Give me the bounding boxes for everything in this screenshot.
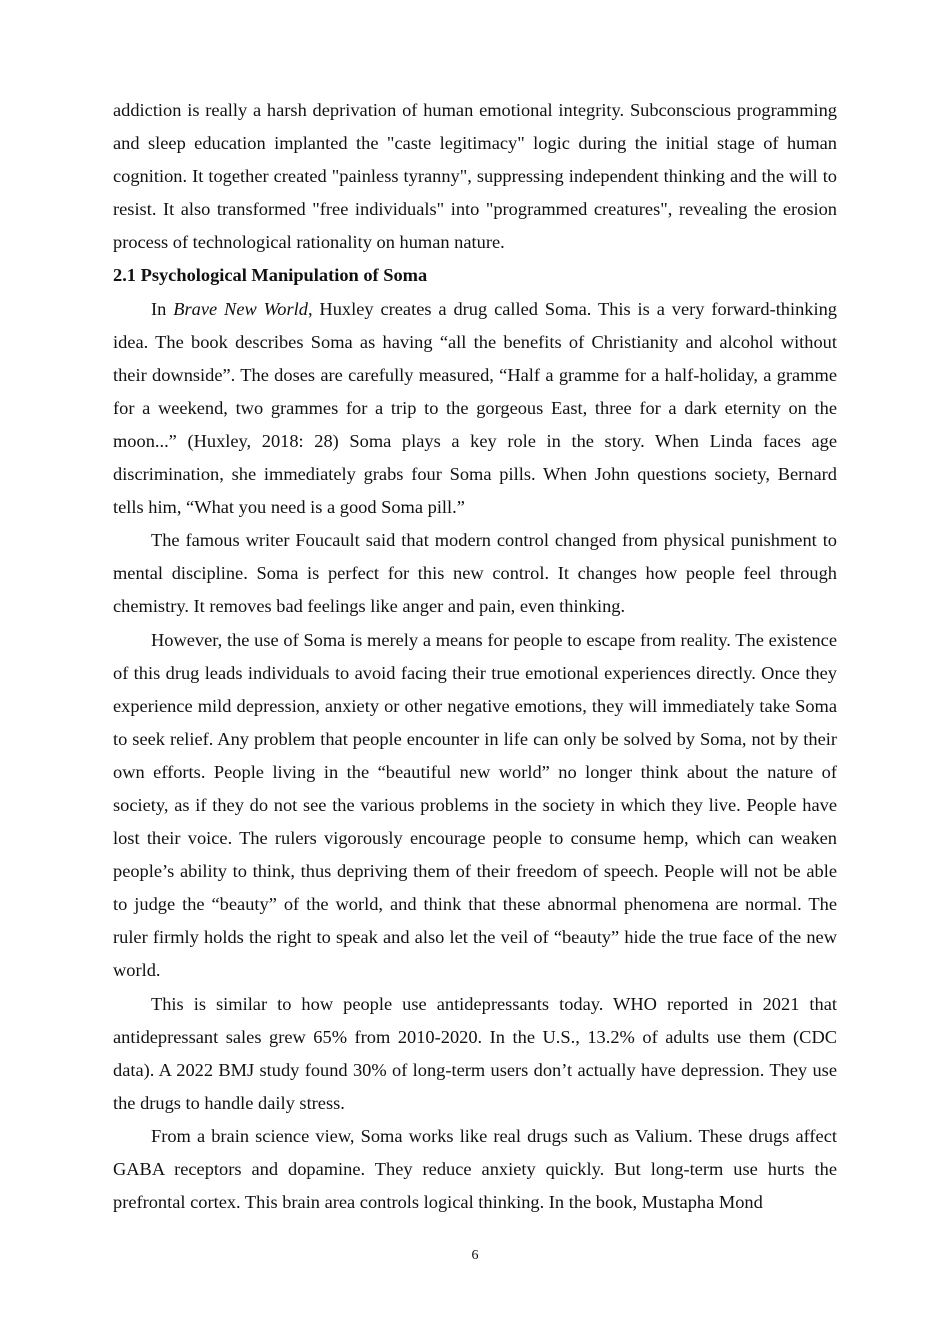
paragraph-foucault: The famous writer Foucault said that modern control changed from physical punishment to mental discipline. Soma is perfect for this new control. It changes how people feel through chemistry. It removes bad feelings like anger and pain, even thinking. <box>113 530 837 617</box>
book-title: Brave New World <box>173 298 308 319</box>
page-number: 6 <box>471 1248 479 1263</box>
paragraph-body-text: , Huxley creates a drug called Soma. This is a very forward-thinking idea. The book describes Soma as having “all the benefits of Christianity and alcohol without their downside”. The doses are carefully measured, “Half a gramme for a half-holiday, a gramme for a weekend, two grammes for a trip to the gorgeous East, three for a dark eternity on the moon...” (Huxley, 2018: 28) Soma plays a key role in the story. When Linda faces age discrimination, she immediately grabs four Soma pills. When John questions society, Bernard tells him, “What you need is a good Soma pill.” <box>113 298 837 518</box>
section-heading: 2.1 Psychological Manipulation of Soma <box>113 265 428 286</box>
paragraph-brain-science: From a brain science view, Soma works like real drugs such as Valium. These drugs affect GABA receptors and dopamine. They reduce anxiety quickly. But long-term use hurts the prefrontal cortex. This brain area controls logical thinking. In the book, Mustapha Mond <box>113 1125 837 1213</box>
paragraph-escape-reality: However, the use of Soma is merely a means for people to escape from reality. The existence of this drug leads individuals to avoid facing their true emotional experiences directly. Once they experience mild depression, anxiety or other negative emotions, they will immediately take Soma to seek relief. Any problem that people encounter in life can only be solved by Soma, not by their own efforts. People living in the “beautiful new world” no longer think about the nature of society, as if they do not see the various problems in the society in which they live. People have lost their voice. The rulers vigorously encourage people to consume hemp, which can weaken people’s ability to think, thus depriving them of their freedom of speech. People will not be able to judge the “beauty” of the world, and think that these abnormal phenomena are normal. The ruler firmly holds the right to speak and also let the veil of “beauty” hide the true face of the new world. <box>113 629 837 981</box>
intro-paragraph: addiction is really a harsh deprivation of human emotional integrity. Subconscious programming and sleep education implanted the "caste legitimacy" logic during the initial stage of human cognition. It together created "painless tyranny", suppressing independent thinking and the will to resist. It also transformed "free individuals" into "programmed creatures", revealing the erosion process of technological rationality on human nature. <box>113 100 837 253</box>
paragraph-lead-text: In <box>151 298 174 319</box>
paragraph-soma-introduction <box>113 293 837 525</box>
document-body <box>113 94 837 1219</box>
paragraph-antidepressants: This is similar to how people use antidepressants today. WHO reported in 2021 that antidepressant sales grew 65% from 2010-2020. In the U.S., 13.2% of adults use them (CDC data). A 2022 BMJ study found 30% of long-term users don’t actually have depression. They use the drugs to handle daily stress. <box>113 993 837 1113</box>
